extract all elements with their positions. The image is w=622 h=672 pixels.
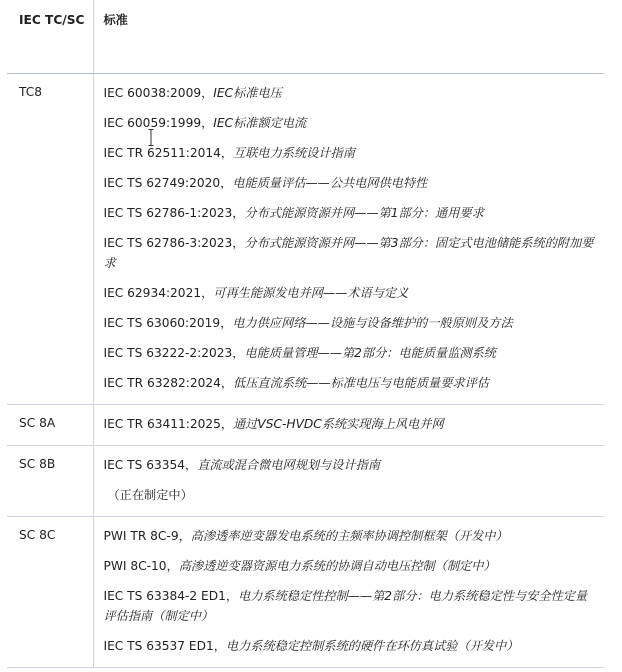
standard-entry bbox=[104, 228, 597, 278]
header-standard: 标准 bbox=[93, 0, 604, 74]
standard-code: IEC 60038:2009， bbox=[103, 86, 214, 100]
standard-title: 分布式能源资源并网——第1部分：通用要求 bbox=[244, 206, 484, 220]
standard-title: 可再生能源发电并网——术语与定义 bbox=[213, 286, 409, 300]
tc-cell: TC8 bbox=[7, 74, 93, 405]
standard-code: IEC TS 62749:2020， bbox=[103, 176, 233, 190]
standards-cell bbox=[93, 405, 604, 446]
standard-entry bbox=[104, 631, 597, 661]
table-header-row bbox=[7, 0, 604, 74]
standard-code: IEC TS 63537 ED1， bbox=[103, 639, 226, 653]
standard-title: 低压直流系统——标准电压与电能质量要求评估 bbox=[233, 376, 489, 390]
standard-entry bbox=[104, 168, 597, 198]
standard-entry bbox=[104, 338, 597, 368]
standard-entry bbox=[104, 308, 597, 338]
standard-title: 高渗透率逆变器发电系统的主频率协调控制框架（开发中） bbox=[190, 529, 508, 543]
standard-title: 高渗透逆变器资源电力系统的协调自动电压控制（制定中） bbox=[178, 559, 496, 573]
standard-title: IEC标准额定电流 bbox=[213, 116, 307, 130]
standard-code: IEC TS 63384-2 ED1， bbox=[103, 589, 239, 603]
standard-code: IEC TS 62786-1:2023， bbox=[103, 206, 245, 220]
standard-code: IEC TS 63222-2:2023， bbox=[103, 346, 245, 360]
standard-code: IEC TR 62511:2014， bbox=[103, 146, 234, 160]
standard-title: 电能质量评估——公共电网供电特性 bbox=[232, 176, 428, 190]
text-cursor-icon bbox=[148, 129, 154, 146]
standard-code: IEC TS 63354， bbox=[103, 458, 198, 472]
standard-title: 电力系统稳定性控制——第2部分：电力系统稳定性与安全性定量评估指南（制定中） bbox=[103, 589, 588, 623]
standard-code: IEC 62934:2021， bbox=[103, 286, 214, 300]
standard-title: 通过VSC-HVDC系统实现海上风电并网 bbox=[233, 417, 444, 431]
standard-title: 分布式能源资源并网——第3部分：固定式电池储能系统的附加要求 bbox=[103, 236, 594, 270]
header-tc-sc: IEC TC/SC bbox=[7, 0, 93, 74]
tc-cell: SC 8B bbox=[7, 446, 93, 517]
standard-title: IEC标准电压 bbox=[213, 86, 282, 100]
standard-code: PWI 8C-10， bbox=[103, 559, 179, 573]
standards-cell bbox=[93, 74, 604, 405]
status-note: （正在制定中） bbox=[107, 488, 193, 502]
standards-cell bbox=[93, 517, 604, 668]
standard-code: IEC 60059:1999， bbox=[103, 116, 214, 130]
standard-code: IEC TS 63060:2019， bbox=[103, 316, 233, 330]
table-row-sc8c bbox=[7, 517, 604, 668]
standard-code: IEC TR 63282:2024， bbox=[103, 376, 234, 390]
standard-title: 电力系统稳定控制系统的硬件在环仿真试验（开发中） bbox=[225, 639, 519, 653]
standard-title: 直流或混合微电网规划与设计指南 bbox=[197, 458, 381, 472]
tc-cell: SC 8A bbox=[7, 405, 93, 446]
table-row-sc8b bbox=[7, 446, 604, 517]
standard-code: PWI TR 8C-9， bbox=[103, 529, 191, 543]
standard-title: 电力供应网络——设施与设备维护的一般原则及方法 bbox=[232, 316, 513, 330]
standard-entry bbox=[104, 551, 597, 581]
table-row-sc8a bbox=[7, 405, 604, 446]
standard-entry bbox=[104, 278, 597, 308]
table-row-tc8 bbox=[7, 74, 604, 405]
standard-code: IEC TR 63411:2025， bbox=[103, 417, 234, 431]
standard-entry bbox=[104, 198, 597, 228]
standard-entry bbox=[104, 521, 597, 551]
standard-entry bbox=[104, 368, 597, 398]
standard-entry bbox=[104, 108, 597, 138]
standards-cell bbox=[93, 446, 604, 517]
standard-entry bbox=[104, 409, 597, 439]
standard-title: 互联电力系统设计指南 bbox=[233, 146, 355, 160]
standards-table bbox=[7, 0, 604, 668]
standard-entry bbox=[104, 138, 597, 168]
standard-entry bbox=[104, 581, 597, 631]
standard-code: IEC TS 62786-3:2023， bbox=[103, 236, 245, 250]
standard-title: 电能质量管理——第2部分：电能质量监测系统 bbox=[244, 346, 496, 360]
standard-entry bbox=[104, 450, 597, 480]
standard-entry bbox=[104, 78, 597, 108]
tc-cell: SC 8C bbox=[7, 517, 93, 668]
